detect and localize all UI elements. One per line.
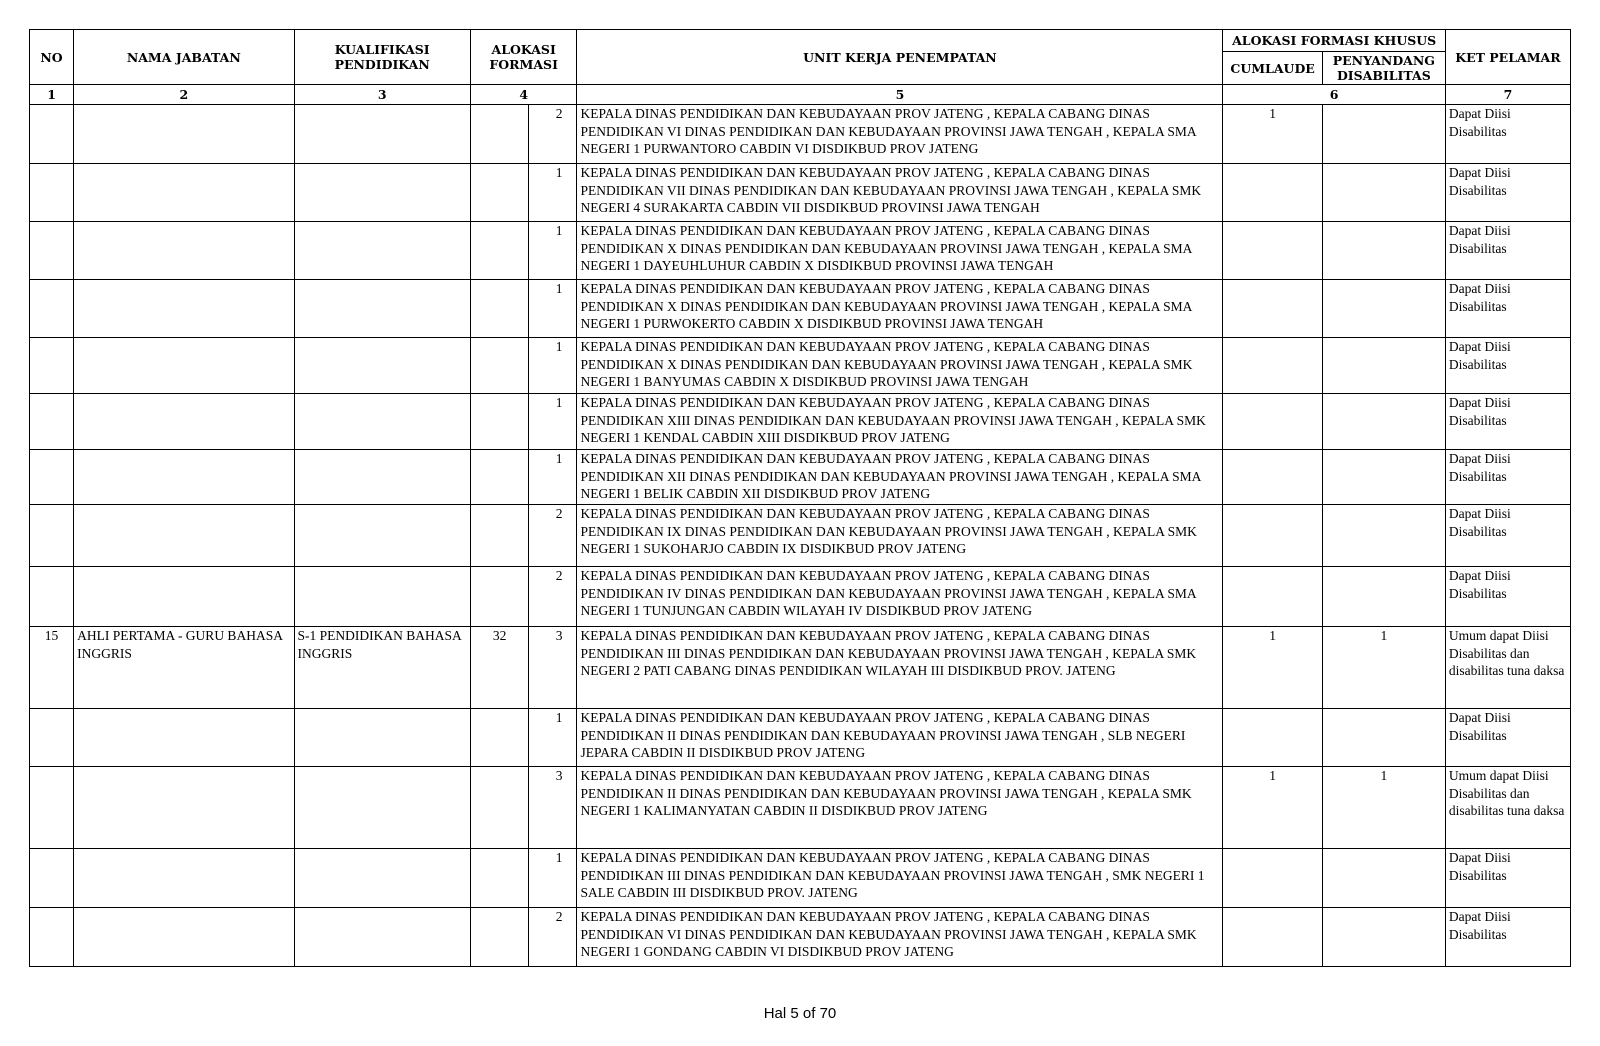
cell-ket-pelamar: Dapat Diisi Disabilitas	[1445, 338, 1570, 394]
cell-ket-pelamar: Dapat Diisi Disabilitas	[1445, 567, 1570, 627]
cell-cumlaude	[1223, 709, 1322, 767]
cell-kualifikasi	[294, 767, 470, 849]
cell-disabilitas	[1322, 394, 1445, 450]
cell-kualifikasi: S-1 PENDIDIKAN BAHASA INGGRIS	[294, 627, 470, 709]
cell-kualifikasi	[294, 505, 470, 567]
cell-cumlaude	[1223, 164, 1322, 222]
cell-ket-pelamar: Dapat Diisi Disabilitas	[1445, 164, 1570, 222]
cell-unit-kerja: KEPALA DINAS PENDIDIKAN DAN KEBUDAYAAN PROV JATENG , KEPALA CABANG DINAS PENDIDIKAN VI DINAS PENDIDIKAN DAN KEBUDAYAAN PROVINSI JAWA TENGAH , KEPALA SMA NEGERI 1 PURWANTORO CABDIN VI DISDIKBUD PROV JATENG	[577, 105, 1223, 164]
cell-nama-jabatan	[74, 280, 294, 338]
cell-kualifikasi	[294, 394, 470, 450]
cell-cumlaude	[1223, 280, 1322, 338]
cell-alokasi: 1	[529, 709, 577, 767]
cell-unit-kerja: KEPALA DINAS PENDIDIKAN DAN KEBUDAYAAN PROV JATENG , KEPALA CABANG DINAS PENDIDIKAN II DINAS PENDIDIKAN DAN KEBUDAYAAN PROVINSI JAWA TENGAH , SLB NEGERI JEPARA CABDIN II DISDIKBUD PROV JATENG	[577, 709, 1223, 767]
cell-alokasi-total	[470, 767, 528, 849]
cell-no	[30, 222, 74, 280]
cell-kualifikasi	[294, 908, 470, 967]
cell-alokasi: 3	[529, 767, 577, 849]
cell-alokasi-total	[470, 908, 528, 967]
table-row	[30, 222, 1571, 280]
column-number: 5	[577, 85, 1223, 105]
cell-kualifikasi	[294, 567, 470, 627]
cell-cumlaude	[1223, 338, 1322, 394]
cell-no	[30, 567, 74, 627]
formasi-table	[29, 29, 1571, 967]
cell-ket-pelamar: Dapat Diisi Disabilitas	[1445, 280, 1570, 338]
table-row	[30, 709, 1571, 767]
cell-disabilitas	[1322, 222, 1445, 280]
cell-alokasi: 1	[529, 394, 577, 450]
cell-nama-jabatan	[74, 849, 294, 908]
table-row	[30, 105, 1571, 164]
cell-ket-pelamar: Umum dapat Diisi Disabilitas dan disabilitas tuna daksa	[1445, 767, 1570, 849]
cell-disabilitas	[1322, 450, 1445, 505]
cell-kualifikasi	[294, 105, 470, 164]
cell-kualifikasi	[294, 450, 470, 505]
cell-alokasi-total	[470, 222, 528, 280]
cell-nama-jabatan	[74, 908, 294, 967]
table-row	[30, 627, 1571, 709]
cell-nama-jabatan	[74, 450, 294, 505]
table-row	[30, 908, 1571, 967]
table-row	[30, 567, 1571, 627]
cell-ket-pelamar: Dapat Diisi Disabilitas	[1445, 394, 1570, 450]
cell-alokasi: 3	[529, 627, 577, 709]
cell-kualifikasi	[294, 338, 470, 394]
cell-ket-pelamar: Dapat Diisi Disabilitas	[1445, 222, 1570, 280]
cell-ket-pelamar: Umum dapat Diisi Disabilitas dan disabilitas tuna daksa	[1445, 627, 1570, 709]
column-number: 4	[470, 85, 577, 105]
cell-alokasi-total	[470, 338, 528, 394]
cell-alokasi-total	[470, 450, 528, 505]
cell-unit-kerja: KEPALA DINAS PENDIDIKAN DAN KEBUDAYAAN PROV JATENG , KEPALA CABANG DINAS PENDIDIKAN XII DINAS PENDIDIKAN DAN KEBUDAYAAN PROVINSI JAWA TENGAH , KEPALA SMA NEGERI 1 BELIK CABDIN XII DISDIKBUD PROV JATENG	[577, 450, 1223, 505]
cell-nama-jabatan	[74, 338, 294, 394]
cell-alokasi: 1	[529, 849, 577, 908]
cell-alokasi-total	[470, 849, 528, 908]
header-unit-kerja: UNIT KERJA PENEMPATAN	[577, 30, 1223, 85]
cell-disabilitas	[1322, 105, 1445, 164]
header-nama-jabatan: NAMA JABATAN	[74, 30, 294, 85]
cell-alokasi-total	[470, 709, 528, 767]
cell-alokasi: 2	[529, 567, 577, 627]
header-penyandang-disabilitas: PENYANDANG DISABILITAS	[1322, 52, 1445, 85]
cell-unit-kerja: KEPALA DINAS PENDIDIKAN DAN KEBUDAYAAN PROV JATENG , KEPALA CABANG DINAS PENDIDIKAN X DINAS PENDIDIKAN DAN KEBUDAYAAN PROVINSI JAWA TENGAH , KEPALA SMA NEGERI 1 DAYEUHLUHUR CABDIN X DISDIKBUD PROVINSI JAWA TENGAH	[577, 222, 1223, 280]
cell-disabilitas	[1322, 908, 1445, 967]
cell-alokasi: 2	[529, 505, 577, 567]
cell-nama-jabatan	[74, 222, 294, 280]
cell-no	[30, 849, 74, 908]
table-row	[30, 394, 1571, 450]
cell-nama-jabatan	[74, 164, 294, 222]
cell-no	[30, 450, 74, 505]
cell-nama-jabatan	[74, 394, 294, 450]
table-row	[30, 338, 1571, 394]
cell-alokasi-total	[470, 164, 528, 222]
header-cumlaude: CUMLAUDE	[1223, 52, 1322, 85]
cell-disabilitas	[1322, 567, 1445, 627]
column-number: 3	[294, 85, 470, 105]
cell-kualifikasi	[294, 280, 470, 338]
cell-ket-pelamar: Dapat Diisi Disabilitas	[1445, 849, 1570, 908]
header-no: NO	[30, 30, 74, 85]
cell-alokasi-total: 32	[470, 627, 528, 709]
cell-cumlaude	[1223, 849, 1322, 908]
cell-no	[30, 908, 74, 967]
cell-unit-kerja: KEPALA DINAS PENDIDIKAN DAN KEBUDAYAAN PROV JATENG , KEPALA CABANG DINAS PENDIDIKAN III DINAS PENDIDIKAN DAN KEBUDAYAAN PROVINSI JAWA TENGAH , KEPALA SMK NEGERI 2 PATI CABANG DINAS PENDIDIKAN WILAYAH III DISDIKBUD PROV. JATENG	[577, 627, 1223, 709]
cell-no	[30, 505, 74, 567]
cell-alokasi: 1	[529, 338, 577, 394]
table-row	[30, 505, 1571, 567]
cell-ket-pelamar: Dapat Diisi Disabilitas	[1445, 908, 1570, 967]
cell-cumlaude: 1	[1223, 767, 1322, 849]
cell-unit-kerja: KEPALA DINAS PENDIDIKAN DAN KEBUDAYAAN PROV JATENG , KEPALA CABANG DINAS PENDIDIKAN VII DINAS PENDIDIKAN DAN KEBUDAYAAN PROVINSI JAWA TENGAH , KEPALA SMK NEGERI 4 SURAKARTA CABDIN VII DISDIKBUD PROVINSI JAWA TENGAH	[577, 164, 1223, 222]
cell-unit-kerja: KEPALA DINAS PENDIDIKAN DAN KEBUDAYAAN PROV JATENG , KEPALA CABANG DINAS PENDIDIKAN III DINAS PENDIDIKAN DAN KEBUDAYAAN PROVINSI JAWA TENGAH , SMK NEGERI 1 SALE CABDIN III DISDIKBUD PROV. JATENG	[577, 849, 1223, 908]
cell-ket-pelamar: Dapat Diisi Disabilitas	[1445, 709, 1570, 767]
cell-no	[30, 338, 74, 394]
cell-no	[30, 164, 74, 222]
cell-cumlaude: 1	[1223, 105, 1322, 164]
cell-no	[30, 767, 74, 849]
cell-kualifikasi	[294, 849, 470, 908]
cell-disabilitas: 1	[1322, 627, 1445, 709]
header-alokasi-khusus: ALOKASI FORMASI KHUSUS	[1223, 30, 1445, 52]
cell-nama-jabatan	[74, 505, 294, 567]
page-number: Hal 5 of 70	[763, 1005, 837, 1022]
cell-kualifikasi	[294, 709, 470, 767]
cell-cumlaude	[1223, 567, 1322, 627]
header-kualifikasi: KUALIFIKASI PENDIDIKAN	[294, 30, 470, 85]
table-row	[30, 849, 1571, 908]
column-number: 1	[30, 85, 74, 105]
cell-disabilitas	[1322, 338, 1445, 394]
formasi-table-sheet	[29, 29, 1571, 967]
cell-unit-kerja: KEPALA DINAS PENDIDIKAN DAN KEBUDAYAAN PROV JATENG , KEPALA CABANG DINAS PENDIDIKAN X DINAS PENDIDIKAN DAN KEBUDAYAAN PROVINSI JAWA TENGAH , KEPALA SMA NEGERI 1 PURWOKERTO CABDIN X DISDIKBUD PROVINSI JAWA TENGAH	[577, 280, 1223, 338]
cell-cumlaude	[1223, 394, 1322, 450]
table-row	[30, 280, 1571, 338]
cell-ket-pelamar: Dapat Diisi Disabilitas	[1445, 505, 1570, 567]
cell-alokasi: 1	[529, 450, 577, 505]
cell-ket-pelamar: Dapat Diisi Disabilitas	[1445, 105, 1570, 164]
header-alokasi-formasi: ALOKASI FORMASI	[470, 30, 577, 85]
column-number: 2	[74, 85, 294, 105]
cell-nama-jabatan	[74, 767, 294, 849]
cell-unit-kerja: KEPALA DINAS PENDIDIKAN DAN KEBUDAYAAN PROV JATENG , KEPALA CABANG DINAS PENDIDIKAN IV DINAS PENDIDIKAN DAN KEBUDAYAAN PROVINSI JAWA TENGAH , KEPALA SMA NEGERI 1 TUNJUNGAN CABDIN WILAYAH IV DISDIKBUD PROV JATENG	[577, 567, 1223, 627]
cell-ket-pelamar: Dapat Diisi Disabilitas	[1445, 450, 1570, 505]
cell-disabilitas: 1	[1322, 767, 1445, 849]
cell-no	[30, 280, 74, 338]
cell-kualifikasi	[294, 222, 470, 280]
table-row	[30, 164, 1571, 222]
column-number: 7	[1445, 85, 1570, 105]
table-row	[30, 450, 1571, 505]
cell-nama-jabatan	[74, 709, 294, 767]
header-ket-pelamar: KET PELAMAR	[1445, 30, 1570, 85]
cell-disabilitas	[1322, 164, 1445, 222]
table-row	[30, 767, 1571, 849]
cell-unit-kerja: KEPALA DINAS PENDIDIKAN DAN KEBUDAYAAN PROV JATENG , KEPALA CABANG DINAS PENDIDIKAN VI DINAS PENDIDIKAN DAN KEBUDAYAAN PROVINSI JAWA TENGAH , KEPALA SMK NEGERI 1 GONDANG CABDIN VI DISDIKBUD PROV JATENG	[577, 908, 1223, 967]
cell-no	[30, 105, 74, 164]
cell-cumlaude: 1	[1223, 627, 1322, 709]
cell-alokasi: 2	[529, 908, 577, 967]
cell-disabilitas	[1322, 849, 1445, 908]
cell-unit-kerja: KEPALA DINAS PENDIDIKAN DAN KEBUDAYAAN PROV JATENG , KEPALA CABANG DINAS PENDIDIKAN X DINAS PENDIDIKAN DAN KEBUDAYAAN PROVINSI JAWA TENGAH , KEPALA SMK NEGERI 1 BANYUMAS CABDIN X DISDIKBUD PROVINSI JAWA TENGAH	[577, 338, 1223, 394]
column-number: 6	[1223, 85, 1445, 105]
cell-alokasi: 1	[529, 280, 577, 338]
cell-alokasi-total	[470, 394, 528, 450]
cell-alokasi: 1	[529, 222, 577, 280]
cell-disabilitas	[1322, 280, 1445, 338]
table-body	[30, 105, 1571, 967]
cell-cumlaude	[1223, 222, 1322, 280]
cell-alokasi-total	[470, 567, 528, 627]
cell-alokasi-total	[470, 105, 528, 164]
cell-unit-kerja: KEPALA DINAS PENDIDIKAN DAN KEBUDAYAAN PROV JATENG , KEPALA CABANG DINAS PENDIDIKAN XIII DINAS PENDIDIKAN DAN KEBUDAYAAN PROVINSI JAWA TENGAH , KEPALA SMK NEGERI 1 KENDAL CABDIN XIII DISDIKBUD PROV JATENG	[577, 394, 1223, 450]
cell-kualifikasi	[294, 164, 470, 222]
cell-no	[30, 394, 74, 450]
cell-alokasi-total	[470, 280, 528, 338]
cell-nama-jabatan	[74, 105, 294, 164]
cell-nama-jabatan	[74, 567, 294, 627]
cell-nama-jabatan: AHLI PERTAMA - GURU BAHASA INGGRIS	[74, 627, 294, 709]
cell-no: 15	[30, 627, 74, 709]
cell-no	[30, 709, 74, 767]
cell-cumlaude	[1223, 450, 1322, 505]
cell-alokasi: 1	[529, 164, 577, 222]
cell-unit-kerja: KEPALA DINAS PENDIDIKAN DAN KEBUDAYAAN PROV JATENG , KEPALA CABANG DINAS PENDIDIKAN II DINAS PENDIDIKAN DAN KEBUDAYAAN PROVINSI JAWA TENGAH , KEPALA SMK NEGERI 1 KALIMANYATAN CABDIN II DISDIKBUD PROV JATENG	[577, 767, 1223, 849]
cell-alokasi-total	[470, 505, 528, 567]
cell-cumlaude	[1223, 908, 1322, 967]
cell-disabilitas	[1322, 709, 1445, 767]
cell-disabilitas	[1322, 505, 1445, 567]
cell-cumlaude	[1223, 505, 1322, 567]
cell-alokasi: 2	[529, 105, 577, 164]
cell-unit-kerja: KEPALA DINAS PENDIDIKAN DAN KEBUDAYAAN PROV JATENG , KEPALA CABANG DINAS PENDIDIKAN IX DINAS PENDIDIKAN DAN KEBUDAYAAN PROVINSI JAWA TENGAH , KEPALA SMK NEGERI 1 SUKOHARJO CABDIN IX DISDIKBUD PROV JATENG	[577, 505, 1223, 567]
